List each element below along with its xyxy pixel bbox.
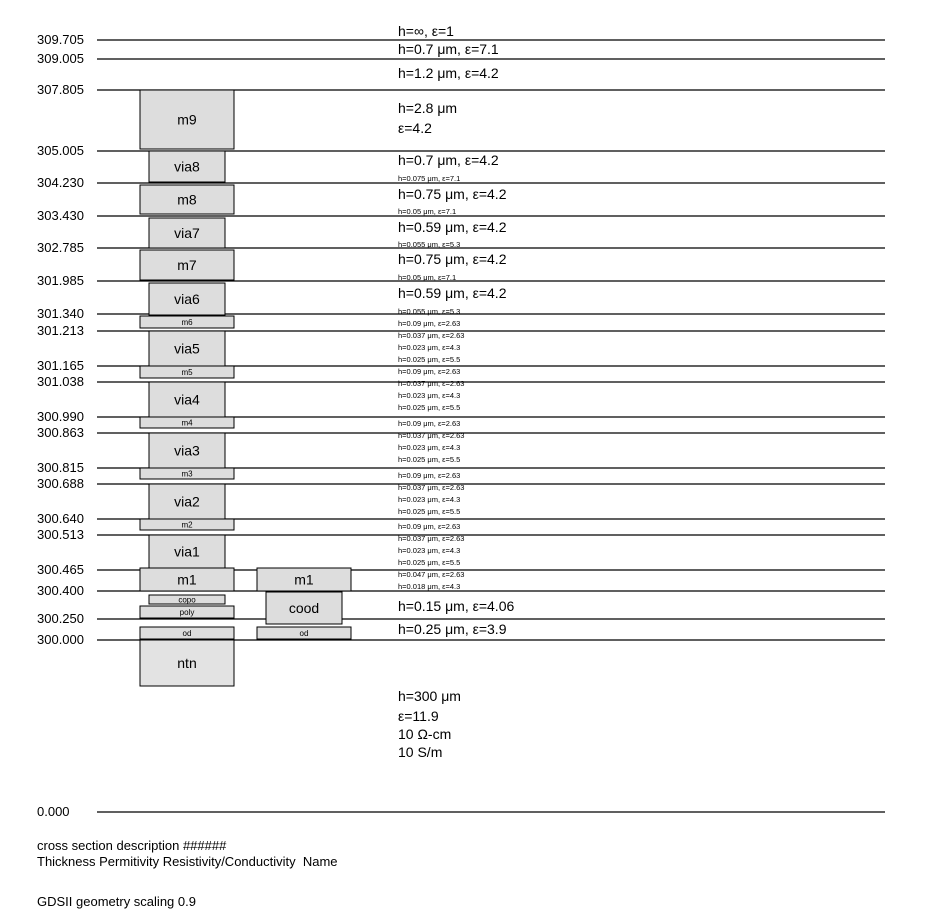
- dielectric-annotation: h=1.2 μm, ε=4.2: [398, 65, 499, 81]
- level-label: 300.465: [37, 562, 84, 577]
- dielectric-annotation: h=0.037 μm, ε=2.63: [398, 534, 465, 543]
- layer-label: via3: [174, 442, 200, 459]
- level-label: 300.990: [37, 409, 84, 424]
- level-label: 309.005: [37, 51, 84, 66]
- dielectric-annotation: h=0.037 μm, ε=2.63: [398, 431, 465, 440]
- dielectric-annotation: h=0.09 μm, ε=2.63: [398, 319, 461, 328]
- dielectric-annotation: h=0.05 μm, ε=7.1: [398, 273, 457, 282]
- level-label: 300.400: [37, 583, 84, 598]
- dielectric-annotation: h=∞, ε=1: [398, 23, 454, 39]
- dielectric-annotation: h=0.025 μm, ε=5.5: [398, 403, 461, 412]
- dielectric-annotation: h=2.8 μm: [398, 100, 458, 116]
- dielectric-annotation: h=0.7 μm, ε=4.2: [398, 152, 499, 168]
- dielectric-annotation: h=0.047 μm, ε=2.63: [398, 570, 465, 579]
- dielectric-annotation: h=0.055 μm, ε=5.3: [398, 307, 461, 316]
- dielectric-annotation: 10 S/m: [398, 744, 443, 760]
- level-label: 304.230: [37, 175, 84, 190]
- dielectric-annotation: h=0.023 μm, ε=4.3: [398, 343, 461, 352]
- layer-label: m4: [181, 418, 193, 428]
- layer-label: via6: [174, 291, 200, 307]
- level-label: 309.705: [37, 32, 84, 47]
- dielectric-annotation: h=0.09 μm, ε=2.63: [398, 471, 461, 480]
- level-label: 300.513: [37, 527, 84, 542]
- dielectric-annotation: h=0.09 μm, ε=2.63: [398, 367, 461, 376]
- dielectric-annotation: 10 Ω-cm: [398, 726, 452, 742]
- level-label: 302.785: [37, 240, 84, 255]
- dielectric-annotation: h=0.023 μm, ε=4.3: [398, 443, 461, 452]
- dielectric-annotation: h=0.09 μm, ε=2.63: [398, 419, 461, 428]
- layer-label: od: [299, 629, 309, 638]
- dielectric-annotation: h=0.15 μm, ε=4.06: [398, 598, 515, 614]
- dielectric-annotation: h=0.25 μm, ε=3.9: [398, 621, 507, 637]
- level-label: 301.985: [37, 273, 84, 288]
- layer-label: m1: [294, 571, 314, 588]
- layer-label: m3: [181, 469, 193, 479]
- layer-label: od: [182, 629, 192, 638]
- level-label: 301.213: [37, 323, 84, 338]
- level-label: 300.000: [37, 632, 84, 647]
- dielectric-annotation: h=0.025 μm, ε=5.5: [398, 507, 461, 516]
- layer-label: poly: [179, 608, 195, 617]
- layer-label: m9: [177, 111, 197, 128]
- dielectric-annotation: h=0.025 μm, ε=5.5: [398, 558, 461, 567]
- dielectric-annotation: h=0.018 μm, ε=4.3: [398, 582, 461, 591]
- dielectric-annotation: h=0.075 μm, ε=7.1: [398, 174, 461, 183]
- layer-label: via1: [174, 543, 200, 560]
- layer-label: m2: [181, 520, 193, 530]
- dielectric-annotation: h=0.59 μm, ε=4.2: [398, 219, 507, 235]
- level-label: 307.805: [37, 82, 84, 97]
- dielectric-annotation: h=0.09 μm, ε=2.63: [398, 522, 461, 531]
- layer-label: via7: [174, 225, 200, 241]
- level-label: 301.038: [37, 374, 84, 389]
- level-label: 300.815: [37, 460, 84, 475]
- layer-label: m8: [177, 191, 197, 208]
- dielectric-annotation: h=0.7 μm, ε=7.1: [398, 41, 499, 57]
- level-label: 300.640: [37, 511, 84, 526]
- dielectric-annotation: h=0.055 μm, ε=5.3: [398, 240, 461, 249]
- layer-label: ntn: [177, 655, 197, 671]
- dielectric-annotation: h=0.025 μm, ε=5.5: [398, 455, 461, 464]
- dielectric-annotation: h=300 μm: [398, 688, 461, 704]
- layer-label: via8: [174, 158, 200, 175]
- level-label: 0.000: [37, 804, 70, 819]
- footer-columns: Thickness Permitivity Resistivity/Conductivity Name: [37, 854, 338, 869]
- layer-label: copo: [178, 595, 196, 605]
- layer-label: via5: [174, 340, 200, 357]
- level-label: 301.165: [37, 358, 84, 373]
- layer-label: cood: [288, 600, 320, 616]
- level-label: 300.688: [37, 476, 84, 491]
- level-label: 303.430: [37, 208, 84, 223]
- level-label: 301.340: [37, 306, 84, 321]
- layer-label: m6: [181, 318, 193, 327]
- layer-label: via4: [174, 391, 200, 408]
- level-label: 300.863: [37, 425, 84, 440]
- level-label: 300.250: [37, 611, 84, 626]
- layer-label: m1: [177, 571, 197, 588]
- dielectric-annotation: h=0.037 μm, ε=2.63: [398, 483, 465, 492]
- footer-description: cross section description ######: [37, 838, 227, 853]
- dielectric-annotation: h=0.023 μm, ε=4.3: [398, 546, 461, 555]
- dielectric-annotation: h=0.75 μm, ε=4.2: [398, 251, 507, 267]
- dielectric-annotation: h=0.037 μm, ε=2.63: [398, 379, 465, 388]
- dielectric-annotation: ε=4.2: [398, 120, 432, 136]
- dielectric-annotation: h=0.05 μm, ε=7.1: [398, 207, 457, 216]
- layer-label: via2: [174, 493, 200, 510]
- level-label: 305.005: [37, 143, 84, 158]
- dielectric-annotation: ε=11.9: [398, 708, 439, 724]
- dielectric-annotation: h=0.59 μm, ε=4.2: [398, 285, 507, 301]
- dielectric-annotation: h=0.023 μm, ε=4.3: [398, 391, 461, 400]
- dielectric-annotation: h=0.025 μm, ε=5.5: [398, 355, 461, 364]
- layer-label: m5: [181, 368, 193, 377]
- footer-scaling: GDSII geometry scaling 0.9: [37, 894, 196, 909]
- dielectric-annotation: h=0.037 μm, ε=2.63: [398, 331, 465, 340]
- layer-label: m7: [177, 257, 197, 273]
- dielectric-annotation: h=0.023 μm, ε=4.3: [398, 495, 461, 504]
- dielectric-annotation: h=0.75 μm, ε=4.2: [398, 186, 507, 202]
